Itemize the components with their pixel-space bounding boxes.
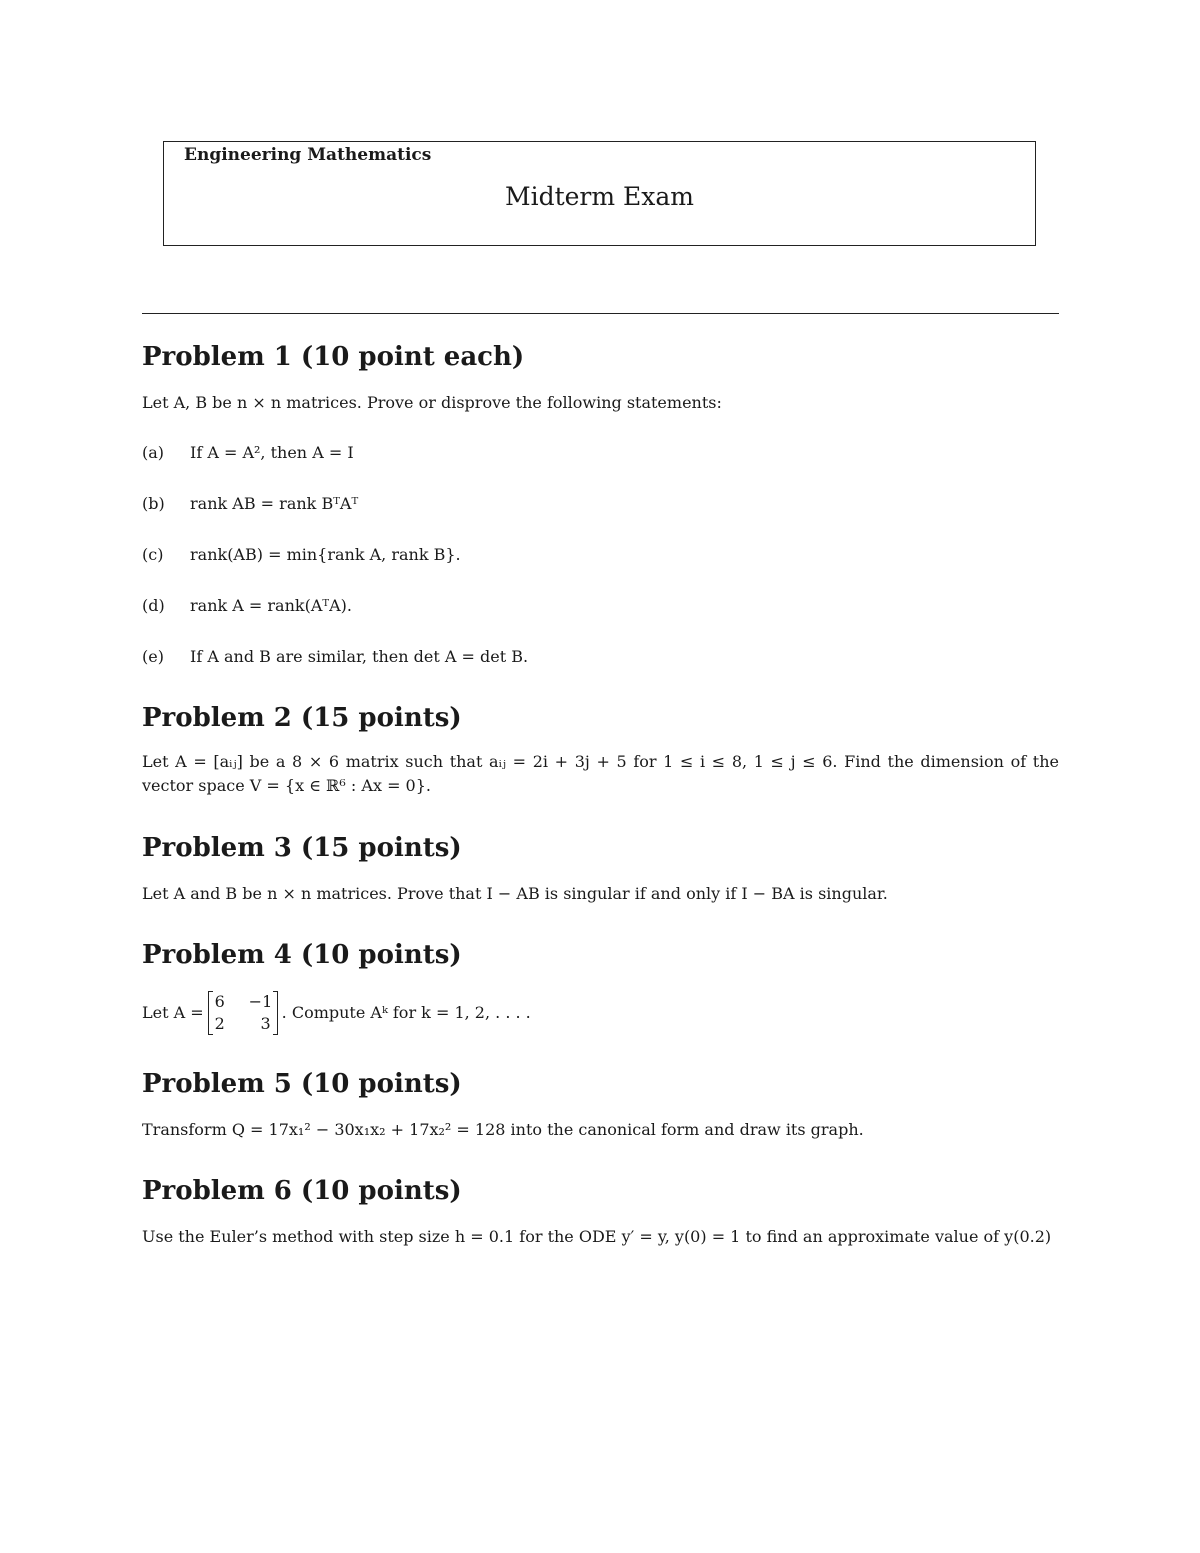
problem-1 xyxy=(142,337,1059,669)
item-label: (d) xyxy=(142,596,165,615)
problem-6-title: Problem 6 (10 points) xyxy=(142,1176,462,1206)
item-text: rank(AB) = min{rank A, rank B}. xyxy=(190,545,461,564)
matrix-cell: 3 xyxy=(260,1014,271,1033)
problem-2-title: Problem 2 (15 points) xyxy=(142,703,462,733)
matrix-cell: 2 xyxy=(214,1014,225,1033)
problem-4 xyxy=(142,935,1059,1035)
problem-3-text: Let A and B be n × n matrices. Prove that I − AB is singular if and only if I − BA is singular. xyxy=(142,884,888,903)
problem-4-text-after: . Compute Aᵏ for k = 1, 2, . . . . xyxy=(281,1003,531,1022)
problem-3-title: Problem 3 (15 points) xyxy=(142,833,462,863)
exam-title: Midterm Exam xyxy=(504,182,694,211)
matrix-cell: 6 xyxy=(214,992,225,1011)
item-label: (b) xyxy=(142,494,165,513)
matrix-a xyxy=(208,991,278,1035)
problem-1-item-a xyxy=(142,441,1059,465)
problem-3 xyxy=(142,828,1059,906)
item-label: (e) xyxy=(142,647,164,666)
problem-6 xyxy=(142,1171,1059,1249)
item-text: If A and B are similar, then det A = det B. xyxy=(190,647,529,666)
problem-1-item-d xyxy=(142,594,1059,618)
problem-4-title: Problem 4 (10 points) xyxy=(142,940,462,970)
problem-1-title: Problem 1 (10 point each) xyxy=(142,342,525,372)
problem-5-text: Transform Q = 17x₁² − 30x₁x₂ + 17x₂² = 128 into the canonical form and draw its graph. xyxy=(142,1120,864,1139)
item-text: If A = A², then A = I xyxy=(190,443,354,462)
item-label: (c) xyxy=(142,545,164,564)
problem-5 xyxy=(142,1064,1059,1142)
problem-2 xyxy=(142,698,1059,798)
matrix-row xyxy=(215,991,271,1013)
item-label: (a) xyxy=(142,443,165,462)
problem-2-text: Let A = [aᵢⱼ] be a 8 × 6 matrix such that aᵢⱼ = 2i + 3j + 5 for 1 ≤ i ≤ 8, 1 ≤ j ≤ 6. Find the dimension of the vector space V = {x ∈ ℝ⁶ : Ax = 0}. xyxy=(142,752,1059,795)
problem-4-text-before: Let A = xyxy=(142,1003,204,1022)
horizontal-rule xyxy=(142,313,1059,314)
item-text: rank AB = rank BᵀAᵀ xyxy=(190,494,359,513)
problem-1-item-c xyxy=(142,543,1059,567)
problem-4-text xyxy=(142,991,1059,1035)
item-text: rank A = rank(AᵀA). xyxy=(190,596,352,615)
matrix-row xyxy=(215,1013,271,1035)
problem-1-item-e xyxy=(142,645,1059,669)
course-name: Engineering Mathematics xyxy=(184,145,432,165)
matrix-cell: −1 xyxy=(248,992,273,1011)
exam-header-box xyxy=(163,141,1036,246)
problem-5-title: Problem 5 (10 points) xyxy=(142,1069,462,1099)
problem-6-text: Use the Euler’s method with step size h = 0.1 for the ODE y′ = y, y(0) = 1 to find an approximate value of y(0.2) xyxy=(142,1227,1052,1246)
problem-1-intro: Let A, B be n × n matrices. Prove or disprove the following statements: xyxy=(142,393,722,412)
problem-1-item-b xyxy=(142,492,1059,516)
